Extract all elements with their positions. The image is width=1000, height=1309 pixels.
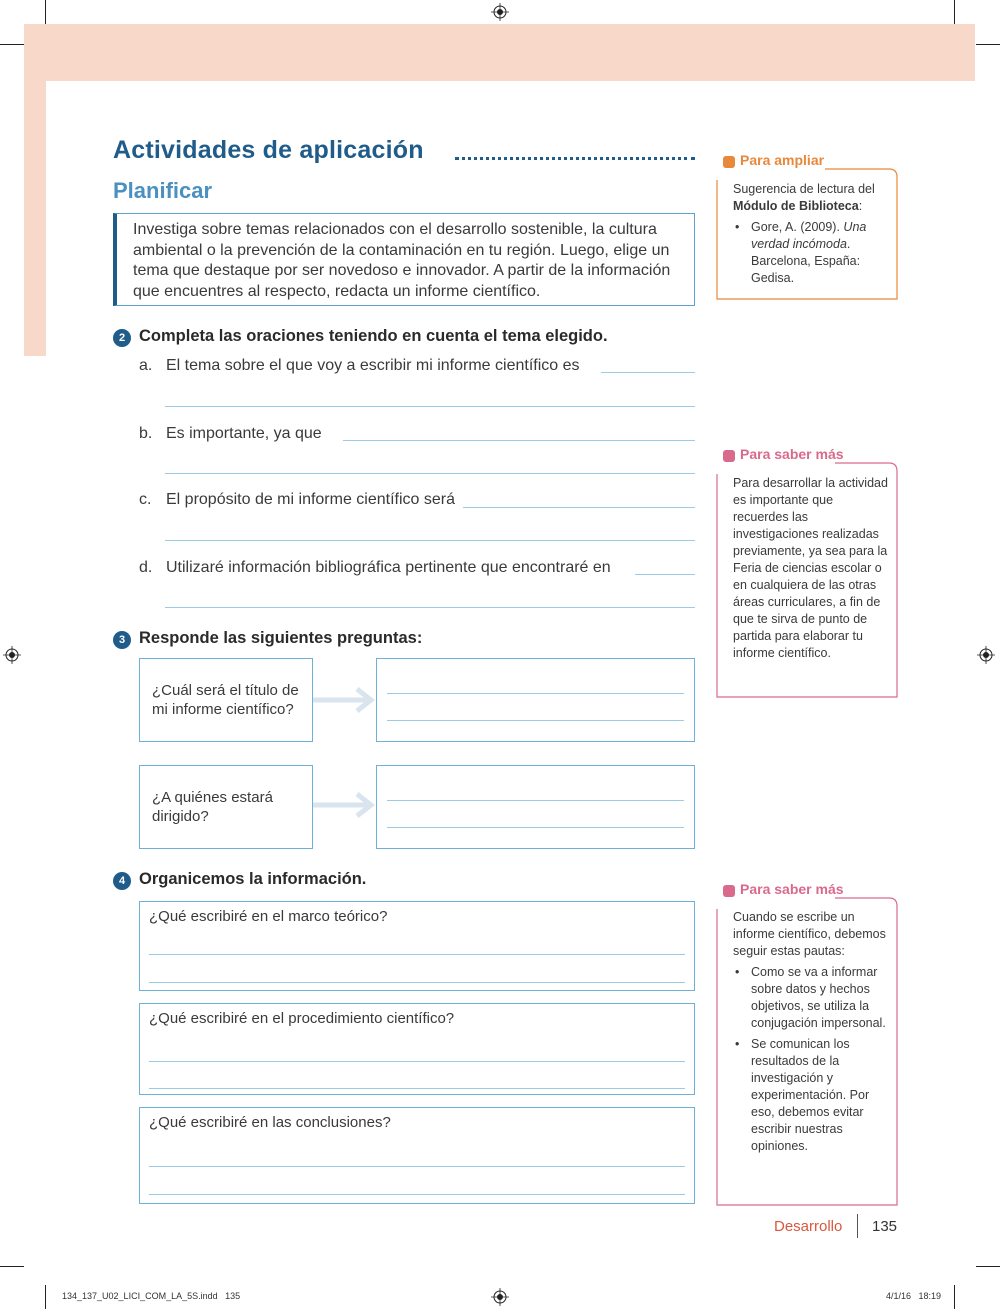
question-2-text: Completa las oraciones teniendo en cuenta el tema elegido.: [139, 327, 608, 345]
answer-box[interactable]: [376, 658, 695, 742]
crop-mark: [976, 1266, 1000, 1267]
sidebar-pautas: [717, 909, 889, 1155]
sentence-item-d: [139, 559, 611, 577]
sentence-item-b: [139, 425, 322, 443]
answer-line[interactable]: [165, 473, 695, 474]
registration-mark-icon: [3, 646, 21, 664]
answer-line[interactable]: [149, 982, 685, 983]
footer-section: Desarrollo: [774, 1218, 843, 1235]
item-text: El propósito de mi informe científico será: [166, 491, 456, 508]
crop-mark: [45, 0, 46, 24]
header-band: [24, 24, 975, 81]
item-text: Es importante, ya que: [166, 425, 322, 442]
answer-line[interactable]: [149, 1166, 685, 1167]
side-band: [24, 81, 46, 356]
answer-line[interactable]: [387, 693, 684, 694]
title-dotted-rule: [455, 157, 695, 160]
crop-mark: [45, 1285, 46, 1309]
page-title: Actividades de aplicación: [113, 136, 424, 164]
crop-mark: [954, 1285, 955, 1309]
organize-box-procedure[interactable]: [139, 1003, 695, 1095]
question-number-badge: 2: [113, 329, 131, 347]
sidebar-header: Para saber más: [740, 446, 844, 462]
sidebar-header: Para ampliar: [740, 152, 825, 168]
sidebar-intro: Sugerencia de lectura del Módulo de Biblioteca:: [733, 182, 875, 213]
answer-line[interactable]: [149, 954, 685, 955]
arrow-right-icon: [313, 687, 375, 713]
question-4-text: Organicemos la información.: [139, 870, 367, 888]
print-slug-date: 4/1/16 18:19: [886, 1291, 942, 1301]
crop-mark: [976, 44, 1000, 45]
answer-line[interactable]: [165, 540, 695, 541]
answer-line[interactable]: [463, 507, 695, 508]
question-3-text: Responde las siguientes preguntas:: [139, 629, 423, 647]
crop-mark: [954, 0, 955, 24]
organize-question: ¿Qué escribiré en el procedimiento científico?: [149, 1010, 455, 1027]
organize-question: ¿Qué escribiré en el marco teórico?: [149, 908, 388, 925]
page-number: 135: [872, 1218, 898, 1235]
answer-line[interactable]: [149, 1088, 685, 1089]
reference-item: • Gore, A. (2009). Una verdad incómoda. Barcelona, España: Gedisa.: [733, 219, 898, 287]
item-letter: b.: [139, 425, 153, 442]
answer-line[interactable]: [343, 440, 695, 441]
guideline-item: • Se comunican los resultados de la investigación y experimentación. Por eso, debemos evitar escribir nuestras opiniones.: [733, 1036, 889, 1155]
question-number-badge: 3: [113, 631, 131, 649]
item-letter: c.: [139, 491, 152, 508]
answer-line[interactable]: [165, 607, 695, 608]
arrow-right-icon: [313, 792, 375, 818]
sentence-item-a: [139, 357, 580, 375]
guideline-item: • Como se va a informar sobre datos y hechos objetivos, se utiliza la conjugación impersonal.: [733, 964, 889, 1032]
print-slug-file: 134_137_U02_LICI_COM_LA_5S.indd 135: [62, 1291, 241, 1301]
crop-mark: [0, 44, 24, 45]
registration-mark-icon: [491, 1288, 509, 1306]
answer-line[interactable]: [387, 720, 684, 721]
question-box-title: ¿Cuál será el título de mi informe científico?: [139, 658, 313, 742]
item-text: Utilizaré información bibliográfica pertinente que encontraré en: [166, 559, 611, 576]
answer-line[interactable]: [635, 574, 695, 575]
sentence-item-c: [139, 491, 455, 509]
question-number-badge: 4: [113, 872, 131, 890]
organize-box-theory[interactable]: [139, 901, 695, 991]
answer-line[interactable]: [387, 800, 684, 801]
crop-mark: [0, 1266, 24, 1267]
answer-box[interactable]: [376, 765, 695, 849]
registration-mark-icon: [491, 3, 509, 21]
section-subtitle: Planificar: [113, 178, 213, 203]
registration-mark-icon: [977, 646, 995, 664]
item-letter: d.: [139, 559, 153, 576]
question-box-audience: ¿A quiénes estará dirigido?: [139, 765, 313, 849]
answer-line[interactable]: [165, 406, 695, 407]
footer-divider: [857, 1214, 858, 1238]
organize-box-conclusions[interactable]: [139, 1107, 695, 1204]
answer-line[interactable]: [387, 827, 684, 828]
answer-line[interactable]: [149, 1061, 685, 1062]
sidebar-header: Para saber más: [740, 881, 844, 897]
sidebar-saber-mas: Para desarrollar la actividad es importante que recuerdes las investigaciones realizadas previamente, ya sea para la Feria de ciencias escolar o en cualquiera de las otras áreas curriculares, a fin de que te sirva de punto de partida para elaborar tu informe científico.: [733, 476, 888, 660]
answer-line[interactable]: [149, 1194, 685, 1195]
item-text: El tema sobre el que voy a escribir mi informe científico es: [166, 357, 580, 374]
sidebar-intro: Cuando se escribe un informe científico, debemos seguir estas pautas:: [733, 910, 886, 958]
item-letter: a.: [139, 357, 153, 374]
answer-line[interactable]: [601, 372, 695, 373]
organize-question: ¿Qué escribiré en las conclusiones?: [149, 1114, 391, 1131]
sidebar-ampliar: [717, 181, 898, 287]
instruction-box: Investiga sobre temas relacionados con el desarrollo sostenible, la cultura ambiental o la prevención de la contaminación en tu región. Luego, elige un tema que destaque por ser novedoso e innovador. A partir de la información que encuentres al respecto, redacta un informe científico.: [113, 213, 695, 306]
